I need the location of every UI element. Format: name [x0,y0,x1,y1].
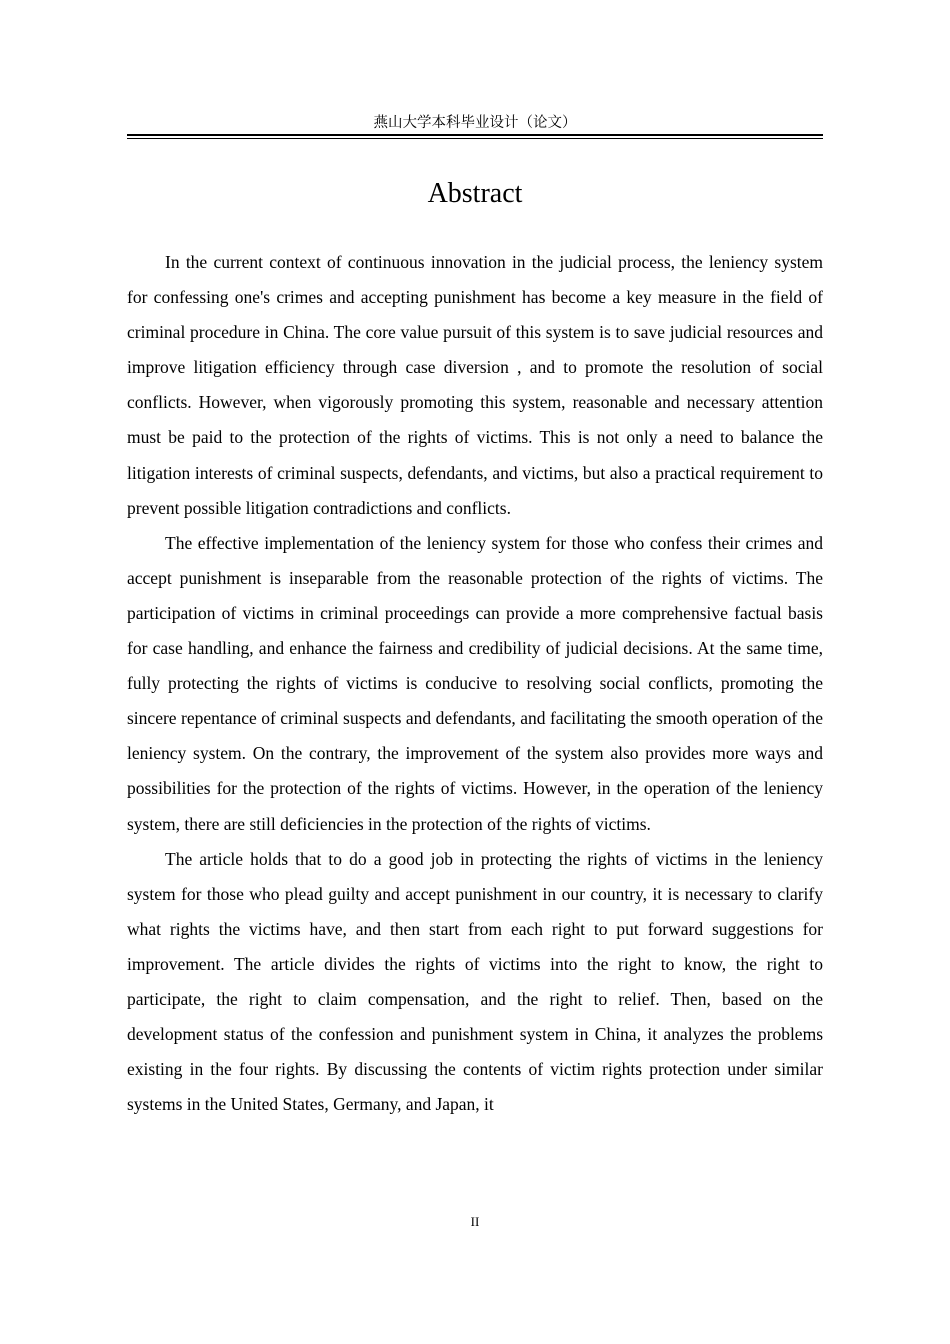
abstract-title: Abstract [427,178,523,209]
paragraph-3: The article holds that to do a good job in protecting the rights of victims in the leniency system for those who plead guilty and accept punishment in our country, it is necessary to clarify what rights the victims have, and then start from each right to put forward suggestions for improvement. The article divides the rights of victims into the right to know, the right to participate, the right to claim compensation, and the right to relief. Then, based on the development status of the confession and punishment system in China, it analyzes the problems existing in the four rights. By discussing the contents of victim rights protection under similar systems in the United States, Germany, and Japan, it [127,848,823,1115]
header-rule-thick [127,134,823,136]
header-rule-thin [127,138,823,139]
paragraph-2: The effective implementation of the leniency system for those who confess their crimes and accept punishment is inseparable from the reasonable protection of the rights of victims. The participation of victims in criminal proceedings can provide a more comprehensive factual basis for case handling, and enhance the fairness and credibility of judicial decisions. At the same time, fully protecting the rights of victims is conducive to resolving social conflicts, promoting the sincere repentance of criminal suspects and defendants, and facilitating the smooth operation of the leniency system. On the contrary, the improvement of the system also provides more ways and possibilities for the protection of the rights of victims. However, in the operation of the leniency system, there are still deficiencies in the protection of the rights of victims. [127,532,823,834]
abstract-body [127,245,823,1122]
page-number: II [470,1214,480,1229]
paragraph-1: In the current context of continuous innovation in the judicial process, the leniency system for confessing one's crimes and accepting punishment has become a key measure in the field of criminal procedure in China. The core value pursuit of this system is to save judicial resources and improve litigation efficiency through case diversion , and to promote the resolution of social conflicts. However, when vigorously promoting this system, reasonable and necessary attention must be paid to the protection of the rights of victims. This is not only a need to balance the litigation interests of criminal suspects, defendants, and victims, but also a practical requirement to prevent possible litigation contradictions and conflicts. [127,252,823,518]
running-header: 燕山大学本科毕业设计（论文） [373,115,577,131]
